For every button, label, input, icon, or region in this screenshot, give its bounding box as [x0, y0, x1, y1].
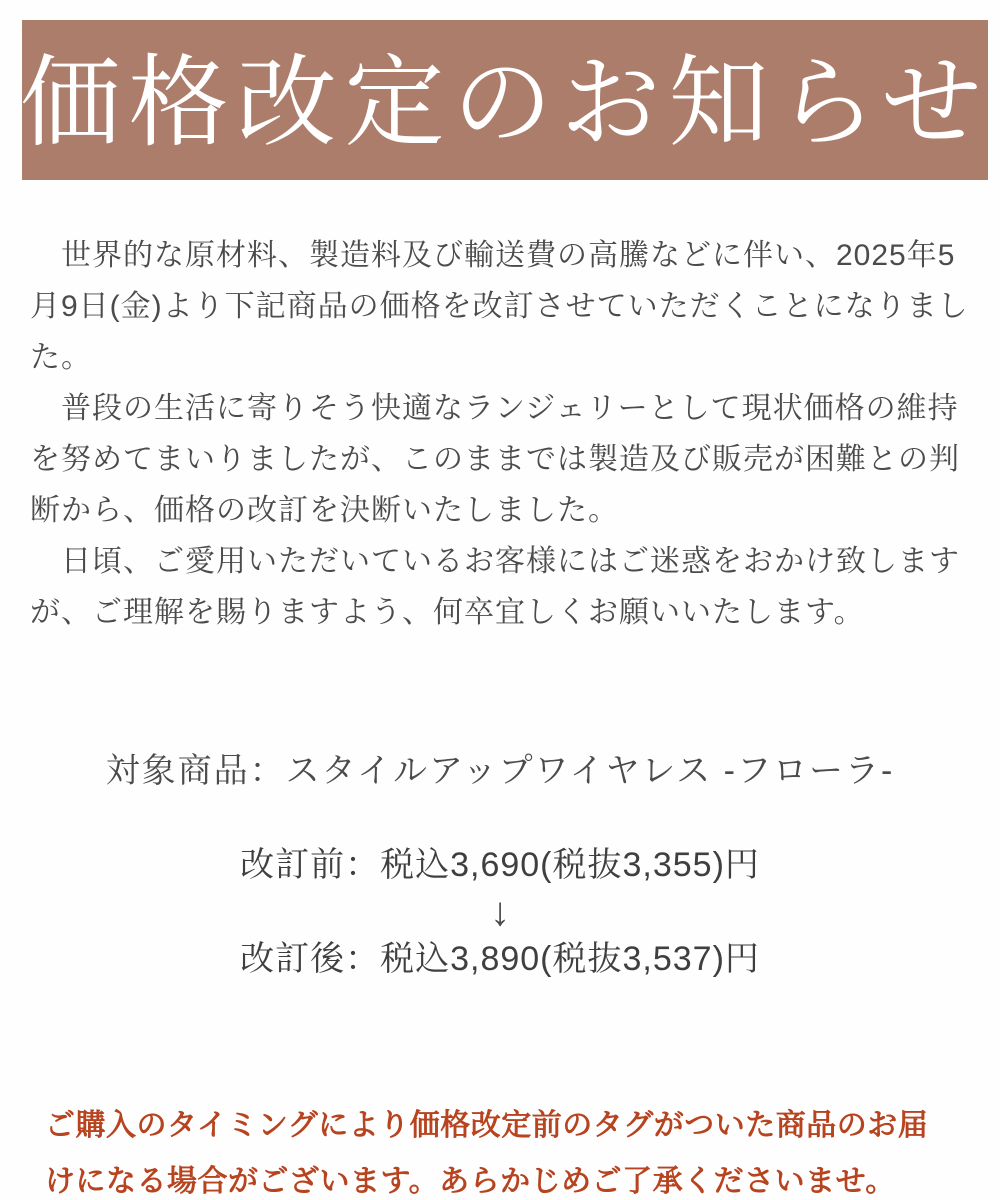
body-text — [0, 180, 1000, 638]
paragraph-intro: 世界的な原材料、製造料及び輸送費の高騰などに伴い、2025年5月9日(金)より下記商品の価格を改訂させていただくことになりました。 — [30, 239, 969, 374]
tag-notice: ご購入のタイミングにより価格改定前のタグがついた商品のお届けになる場合がございます。あらかじめご了承くださいませ。 — [45, 1109, 929, 1198]
down-arrow-icon: ↓ — [490, 890, 510, 934]
target-product-line: 対象商品：スタイルアップワイヤレス -フローラ- — [105, 752, 895, 790]
paragraph-reason: 普段の生活に寄りそう快適なランジェリーとして現状価格の維持を努めてまいりましたが、このままでは製造及び販売が困難との判断から、価格の改訂を決断いたしました。 — [30, 392, 960, 527]
banner-title: 価格改定のお知らせ — [20, 47, 990, 159]
price-change-block — [0, 842, 1000, 982]
notice-banner — [22, 20, 988, 180]
paragraph-apology: 日頃、ご愛用いただいているお客様にはご迷惑をおかけ致しますが、ご理解を賜りますよう、何卒宜しくお願いいたします。 — [30, 545, 960, 629]
price-before: 改訂前：税込3,690(税抜3,355)円 — [240, 846, 760, 884]
price-after: 改訂後：税込3,890(税抜3,537)円 — [240, 940, 760, 978]
